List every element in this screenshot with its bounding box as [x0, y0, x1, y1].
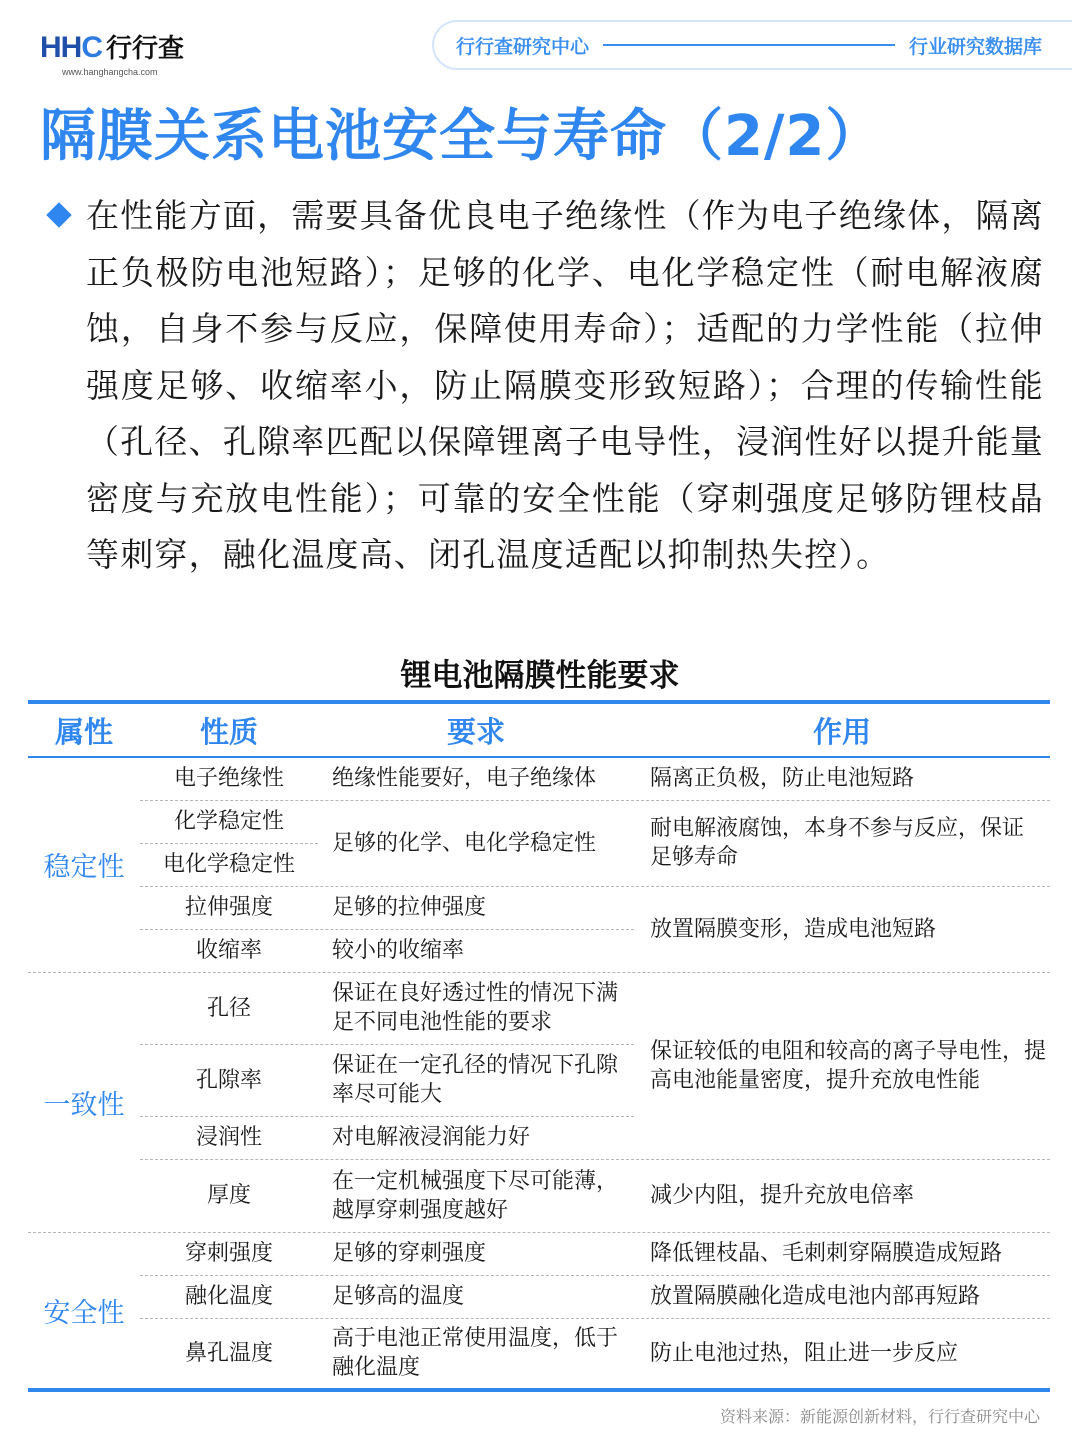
group-stability: 稳定性 — [43, 851, 125, 883]
requirement-cell: 足够的穿刺强度 — [332, 1241, 487, 1266]
page-title: 隔膜关系电池安全与寿命（2/2） — [40, 104, 883, 169]
property-cell: 收缩率 — [195, 938, 262, 963]
effect-cell: 保证较低的电阻和较高的离子导电性，提高电池能量密度，提升充放电性能 — [650, 1038, 1047, 1093]
requirements-table — [28, 700, 1050, 1392]
database-label: 行业研究数据库 — [908, 35, 1042, 58]
diamond-bullet-icon — [46, 202, 71, 227]
requirement-cell: 绝缘性能要好，电子绝缘体 — [332, 765, 597, 791]
logo-url: www.hanghangcha.com — [62, 67, 158, 77]
header-divider-line — [603, 44, 895, 46]
table-title: 锂电池隔膜性能要求 — [400, 658, 680, 694]
research-center-label: 行行查研究中心 — [456, 35, 590, 58]
property-cell: 融化温度 — [184, 1284, 273, 1309]
property-cell: 鼻孔温度 — [184, 1340, 273, 1366]
property-cell: 浸润性 — [195, 1125, 262, 1150]
property-cell: 电化学稳定性 — [162, 852, 295, 877]
header-attribute: 属性 — [54, 714, 113, 749]
requirement-cell: 保证在良好透过性的情况下满足不同电池性能的要求 — [332, 981, 619, 1035]
group-separator — [28, 1232, 1050, 1233]
group-safety: 安全性 — [43, 1297, 125, 1329]
property-cell: 厚度 — [206, 1183, 251, 1208]
property-cell: 穿刺强度 — [184, 1241, 273, 1266]
row-separator — [140, 886, 1050, 887]
effect-cell: 减少内阻，提升充放电倍率 — [650, 1183, 915, 1208]
header-property: 性质 — [199, 714, 258, 749]
requirement-cell: 足够高的温度 — [332, 1284, 465, 1309]
effect-cell: 防止电池过热，阻止进一步反应 — [650, 1340, 959, 1366]
intro-paragraph — [44, 188, 1044, 584]
table-bottom-rule — [28, 1388, 1050, 1392]
effect-cell: 耐电解液腐蚀，本身不参与反应，保证足够寿命 — [650, 816, 1025, 870]
header-effect: 作用 — [812, 714, 871, 749]
header-requirement: 要求 — [446, 714, 505, 749]
row-separator — [140, 1318, 1050, 1319]
row-separator — [140, 1116, 634, 1117]
row-separator — [140, 929, 634, 930]
group-separator — [28, 972, 1050, 973]
row-separator — [140, 1044, 634, 1045]
requirement-cell: 对电解液浸润能力好 — [332, 1125, 531, 1150]
requirement-cell: 保证在一定孔径的情况下孔隙率尽可能大 — [332, 1053, 619, 1107]
property-cell: 电子绝缘性 — [173, 765, 284, 791]
brand-logo[interactable] — [40, 28, 184, 77]
property-cell: 化学稳定性 — [173, 809, 284, 834]
effect-cell: 放置隔膜融化造成电池内部再短路 — [650, 1284, 981, 1309]
effect-cell: 降低锂枝晶、毛刺刺穿隔膜造成短路 — [650, 1241, 1003, 1266]
property-cell: 孔隙率 — [195, 1067, 262, 1093]
requirement-cell: 较小的收缩率 — [332, 938, 465, 963]
logo-wordmark: 行行查 — [106, 34, 185, 64]
header-banner — [432, 20, 1072, 70]
row-separator — [140, 1159, 1050, 1160]
row-separator — [140, 800, 1050, 801]
requirement-cell: 高于电池正常使用温度，低于融化温度 — [332, 1326, 619, 1380]
effect-cell: 隔离正负极，防止电池短路 — [650, 765, 915, 791]
property-cell: 拉伸强度 — [184, 895, 273, 920]
row-separator — [140, 843, 318, 844]
source-note: 资料来源：新能源创新材料，行行查研究中心 — [719, 1407, 1040, 1426]
intro-text: 在性能方面，需要具备优良电子绝缘性（作为电子绝缘体，隔离正负极防电池短路）；足够的化学、电化学稳定性（耐电解液腐蚀，自身不参与反应，保障使用寿命）；适配的力学性能（拉伸强度足够、收缩率小，防止隔膜变形致短路）；合理的传输性能（孔径、孔隙率匹配以保障锂离子电导性，浸润性好以提升能量密度与充放电性能）；可靠的安全性能（穿刺强度足够防锂枝晶等刺穿，融化温度高、闭孔温度适配以抑制热失控）。 — [86, 196, 1044, 574]
requirement-cell: 足够的拉伸强度 — [332, 895, 487, 920]
group-consistency: 一致性 — [43, 1089, 125, 1121]
property-cell: 孔径 — [206, 995, 251, 1021]
requirement-cell: 足够的化学、电化学稳定性 — [332, 830, 597, 856]
row-separator — [140, 1275, 1050, 1276]
effect-cell: 放置隔膜变形，造成电池短路 — [650, 916, 937, 942]
logo-mark: HHC — [40, 31, 103, 64]
requirement-cell: 在一定机械强度下尽可能薄，越厚穿刺强度越好 — [332, 1168, 619, 1223]
